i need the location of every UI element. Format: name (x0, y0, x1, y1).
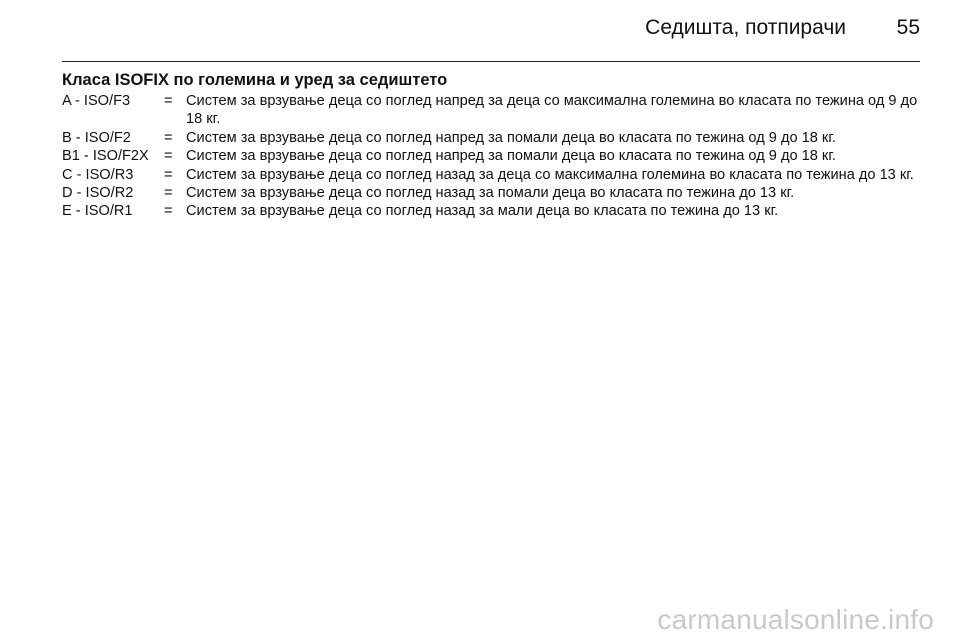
entry-description: Систем за врзување деца со поглед напред за деца со максимална големина во класата по тежина од 9 до 18 кг. (186, 93, 918, 128)
entry-code: B - ISO/F2 (62, 129, 131, 146)
entry-code: A - ISO/F3 (62, 93, 131, 109)
isofix-class-list (62, 92, 924, 221)
entry-code: C - ISO/R3 (62, 166, 134, 183)
list-item (62, 184, 924, 202)
entry-description: Систем за врзување деца со поглед напред за помали деца во класата по тежина од 9 до 18 кг. (186, 129, 836, 146)
page-title: Седишта, потпирачи (645, 16, 846, 39)
page-header (62, 14, 920, 48)
list-item (62, 92, 924, 129)
entry-description: Систем за врзување деца со поглед напред за помали деца во класата по тежина од 9 до 18 кг. (186, 148, 836, 165)
entry-separator: = (164, 185, 173, 202)
page-number: 55 (896, 16, 920, 39)
section-heading: Класа ISOFIX по големина и уред за седиштето (62, 71, 448, 89)
list-item (62, 166, 924, 184)
watermark: carmanualsonline.info (657, 604, 934, 635)
entry-description: Систем за врзување деца со поглед назад за помали деца во класата по тежина до 13 кг. (186, 185, 795, 202)
entry-description: Систем за врзување деца со поглед назад за деца со максимална големина во класата по тежина до 13 кг. (186, 166, 914, 183)
entry-separator: = (164, 148, 173, 165)
list-item (62, 147, 924, 165)
list-item (62, 202, 924, 220)
list-item (62, 129, 924, 147)
entry-description: Систем за врзување деца со поглед назад за мали деца во класата по тежина до 13 кг. (186, 203, 779, 220)
entry-separator: = (164, 203, 173, 220)
entry-separator: = (164, 93, 173, 109)
entry-separator: = (164, 129, 173, 146)
isofix-section (62, 70, 924, 221)
entry-code: B1 - ISO/F2X (62, 148, 149, 165)
entry-code: E - ISO/R1 (62, 203, 133, 220)
header-divider (62, 61, 920, 62)
entry-code: D - ISO/R2 (62, 185, 134, 202)
entry-separator: = (164, 166, 173, 183)
